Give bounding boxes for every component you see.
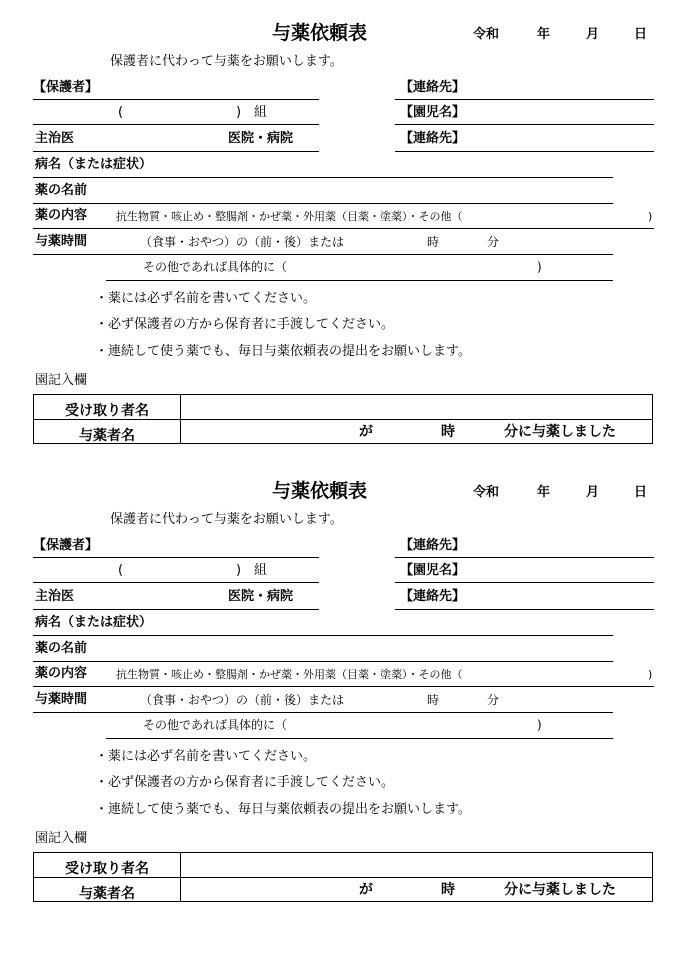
guardian-label: 【保護者】	[33, 80, 99, 95]
medicine-name-label: 薬の名前	[35, 641, 88, 656]
timing-underline	[33, 712, 613, 713]
given-suffix: 分に与薬しました	[504, 882, 616, 898]
office-table	[33, 852, 653, 902]
child-name-underline	[395, 582, 654, 583]
date-year: 年	[537, 27, 551, 42]
timing-hour: 時	[427, 235, 440, 249]
timing-text: （食事・おやつ）の（前・後）または	[140, 235, 345, 249]
class-underline	[33, 124, 319, 125]
note-1: ・薬には必ず名前を書いてください。	[95, 291, 317, 306]
giver-row	[34, 878, 652, 903]
note-3: ・連続して使う薬でも、毎日与薬依頼表の提出をお願いします。	[95, 802, 471, 817]
timing-minute: 分	[487, 693, 500, 707]
child-name-label: 【園児名】	[400, 563, 466, 578]
date-day: 日	[634, 485, 648, 500]
child-name-underline	[395, 124, 654, 125]
medicine-content-close: )	[648, 668, 653, 681]
timing-text: （食事・おやつ）の（前・後）または	[140, 693, 345, 707]
date-month: 月	[586, 485, 600, 500]
medicine-content-options: 抗生物質・咳止め・整腸剤・かぜ薬・外用薬（目薬・塗薬）・その他（	[116, 668, 463, 681]
medicine-content-options: 抗生物質・咳止め・整腸剤・かぜ薬・外用薬（目薬・塗薬）・その他（	[116, 210, 463, 223]
giver-label: 与薬者名	[79, 428, 135, 444]
date-era: 令和	[473, 485, 500, 500]
guardian-underline	[33, 557, 319, 558]
giver-row	[34, 420, 652, 445]
class-open-paren: (	[118, 563, 124, 578]
form-title: 与薬依頼表	[272, 22, 368, 44]
receiver-row	[34, 853, 652, 878]
table-column-divider	[180, 853, 181, 901]
illness-label: 病名（または症状）	[35, 157, 153, 172]
guardian-label: 【保護者】	[33, 538, 99, 553]
receiver-label: 受け取り者名	[65, 861, 149, 877]
giver-ga: が	[359, 424, 373, 440]
other-underline	[106, 280, 613, 281]
contact-underline-2	[395, 151, 654, 152]
office-table	[33, 394, 653, 444]
class-close-paren: )	[236, 105, 242, 120]
class-underline	[33, 582, 319, 583]
given-hour: 時	[441, 424, 455, 440]
hospital-label: 医院・病院	[228, 589, 294, 604]
contact-label-2: 【連絡先】	[400, 131, 466, 146]
giver-ga: が	[359, 882, 373, 898]
contact-underline-1	[395, 99, 654, 100]
intro-text: 保護者に代わって与薬をお願いします。	[110, 512, 343, 527]
timing-minute: 分	[487, 235, 500, 249]
illness-underline	[33, 635, 613, 636]
medication-request-form-1	[0, 0, 684, 444]
given-hour: 時	[441, 882, 455, 898]
other-underline	[106, 738, 613, 739]
receiver-row	[34, 395, 652, 420]
timing-label: 与薬時間	[35, 692, 88, 707]
hospital-label: 医院・病院	[228, 131, 294, 146]
class-suffix: 組	[254, 563, 268, 578]
date-era: 令和	[473, 27, 500, 42]
note-2: ・必ず保護者の方から保育者に手渡してください。	[95, 317, 395, 332]
doctor-underline	[33, 151, 319, 152]
guardian-underline	[33, 99, 319, 100]
other-text: その他であれば具体的に（	[143, 260, 288, 274]
timing-hour: 時	[427, 693, 440, 707]
medicine-name-underline	[33, 661, 613, 662]
other-close-paren: )	[537, 260, 542, 274]
note-1: ・薬には必ず名前を書いてください。	[95, 749, 317, 764]
doctor-label: 主治医	[35, 589, 75, 604]
note-2: ・必ず保護者の方から保育者に手渡してください。	[95, 775, 395, 790]
intro-text: 保護者に代わって与薬をお願いします。	[110, 54, 343, 69]
date-day: 日	[634, 27, 648, 42]
receiver-label: 受け取り者名	[65, 403, 149, 419]
contact-label-2: 【連絡先】	[400, 589, 466, 604]
class-suffix: 組	[254, 105, 268, 120]
medicine-name-label: 薬の名前	[35, 183, 88, 198]
office-section-label: 園記入欄	[35, 831, 88, 846]
date-month: 月	[586, 27, 600, 42]
illness-label: 病名（または症状）	[35, 615, 153, 630]
timing-underline	[33, 254, 613, 255]
doctor-label: 主治医	[35, 131, 75, 146]
medicine-content-underline	[33, 686, 654, 687]
medicine-content-label: 薬の内容	[35, 666, 88, 681]
other-close-paren: )	[537, 718, 542, 732]
medicine-content-underline	[33, 228, 654, 229]
contact-label-1: 【連絡先】	[400, 80, 466, 95]
medicine-content-close: )	[648, 210, 653, 223]
giver-label: 与薬者名	[79, 886, 135, 902]
child-name-label: 【園児名】	[400, 105, 466, 120]
contact-underline-1	[395, 557, 654, 558]
contact-label-1: 【連絡先】	[400, 538, 466, 553]
office-section-label: 園記入欄	[35, 373, 88, 388]
note-3: ・連続して使う薬でも、毎日与薬依頼表の提出をお願いします。	[95, 344, 471, 359]
medicine-name-underline	[33, 203, 613, 204]
medication-request-form-2	[0, 458, 684, 902]
medicine-content-label: 薬の内容	[35, 208, 88, 223]
timing-label: 与薬時間	[35, 234, 88, 249]
doctor-underline	[33, 609, 319, 610]
class-open-paren: (	[118, 105, 124, 120]
class-close-paren: )	[236, 563, 242, 578]
date-year: 年	[537, 485, 551, 500]
given-suffix: 分に与薬しました	[504, 424, 616, 440]
form-title: 与薬依頼表	[272, 480, 368, 502]
other-text: その他であれば具体的に（	[143, 718, 288, 732]
table-column-divider	[180, 395, 181, 443]
contact-underline-2	[395, 609, 654, 610]
illness-underline	[33, 177, 613, 178]
